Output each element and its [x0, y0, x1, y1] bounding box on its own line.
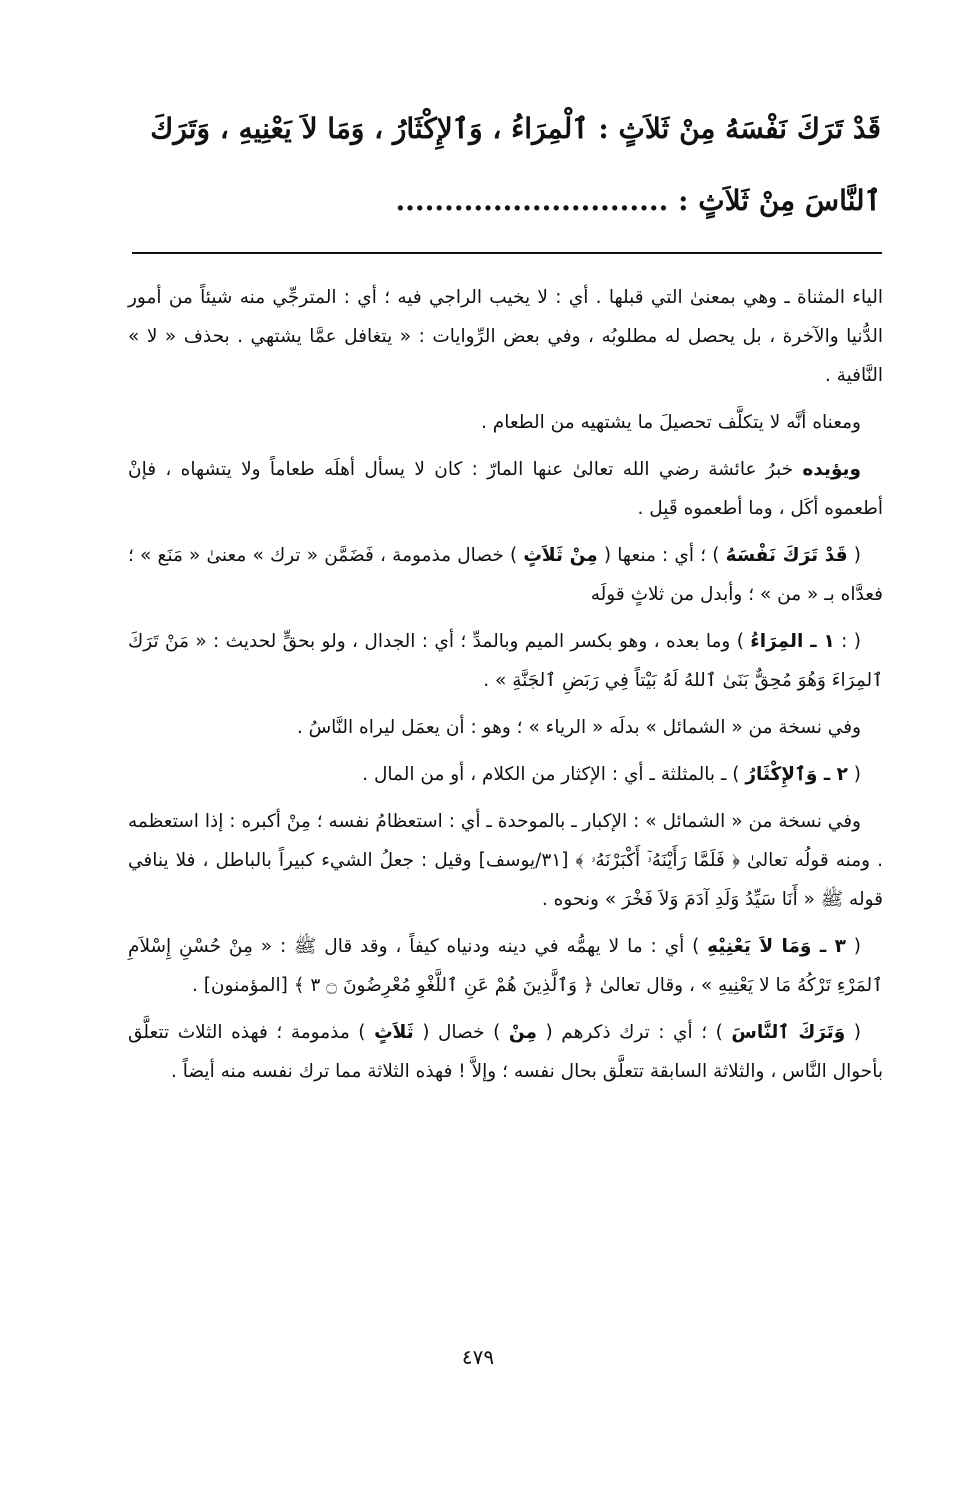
commentary-paragraph-7 [128, 755, 883, 794]
commentary-paragraph-6: وفي نسخة من « الشمائل » بدلَه « الرياء » ؛ وهو : أن يعمَل ليراه النَّاسُ . [296, 717, 861, 738]
commentary-paragraph-8: وفي نسخة من « الشمائل » : الإكبار ـ بالموحدة ـ أي : استعظامُ نفسه ؛ مِنْ أكبره : إذا استعظمه . ومنه قولُه تعالىٰ ﴿ فَلَمَّا رَأَيْنَهُۥٓ أَكْبَرْنَهُۥ ﴾ [٣١/يوسف] وقيل : جعلُ الشيء كبيراً بالباطل ، فلا ينافي قوله ﷺ « أَنَا سَيِّدُ وَلَدِ آدَمَ وَلاَ فَخْرَ » ونحوه . [128, 811, 883, 910]
commentary-paragraph-2: ومعناه أنَّه لا يتكلَّف تحصيلَ ما يشتهيه من الطعام . [481, 412, 861, 433]
emphasis-word: ويؤيده [802, 459, 861, 480]
commentary [128, 278, 883, 1099]
quoted-matn: قَدْ تَرَكَ نَفْسَهُ [725, 545, 848, 566]
main-text-line-2 [128, 165, 881, 237]
commentary-paragraph-5 [128, 622, 883, 700]
commentary-paragraph-3 [128, 450, 883, 528]
quoted-matn: مِنْ ثَلاَثٍ [523, 545, 598, 566]
bracket-open: ( [847, 545, 861, 566]
paragraph-text: ) وما بعده ، وهو بكسر الميم وبالمدِّ ؛ أي : الجدال ، ولو بحقٍّ لحديث : « مَنْ تَرَكَ ٱلمِرَاءَ وَهُوَ مُحِقٌّ بَنَىٰ ٱللهُ لَهُ بَيْتاً فِي رَبَضِ ٱلجَنَّةِ » . [128, 631, 883, 691]
bracket-open: ( [847, 764, 861, 785]
paragraph-text: ) خصال ( [413, 1022, 509, 1043]
main-text [128, 93, 881, 237]
quoted-matn: وَتَرَكَ ٱلنَّاسَ [731, 1022, 846, 1043]
quoted-matn: ٢ ـ وَٱلإِكْثَارُ [745, 764, 848, 785]
commentary-paragraph-9 [128, 927, 883, 1005]
bracket-open: ( : [834, 631, 862, 652]
quoted-matn: ٣ ـ وَمَا لاَ يَعْنِيْهِ [707, 936, 846, 957]
quoted-matn: مِنْ [508, 1022, 537, 1043]
bracket-open: ( [845, 1022, 861, 1043]
paragraph-text: ) مذمومة ؛ فهذه الثلاث تتعلَّق بأحوال النَّاس ، والثلاثة السابقة تتعلَّق بحال نفسه ؛ وإلاَّ ! فهذه الثلاثة مما ترك نفسه منه أيضاً . [128, 1022, 883, 1082]
paragraph-text: ) ـ بالمثلثة ـ أي : الإكثار من الكلام ، أو من المال . [362, 764, 746, 785]
paragraph-text: ) خصال مذمومة ، فَضَمَّن « ترك » معنىٰ « مَنَع » ؛ فعدَّاه بـ « من » ؛ وأبدل من ثلاثٍ قولَه [128, 545, 883, 605]
footnote-divider [132, 252, 882, 254]
paragraph-text: ) ؛ أي : منعها ( [597, 545, 726, 566]
paragraph-text: ) ؛ أي : ترك ذكرهم ( [536, 1022, 732, 1043]
bracket-open: ( [845, 936, 861, 957]
quoted-matn: ١ ـ المِرَاءُ [750, 631, 835, 652]
paragraph-text: خبرُ عائشة رضي الله تعالىٰ عنها المارّ : كان لا يسأل أهلَه طعاماً ولا يتشهاه ، فإنْ أطعموه أكَل ، وما أطعموه قَبِل . [128, 459, 883, 519]
commentary-paragraph-4 [128, 536, 883, 614]
ellipsis-dots: ............................ [395, 184, 669, 217]
quoted-matn: ثَلاَثٍ [374, 1022, 414, 1043]
main-text-line-1: قَدْ تَرَكَ نَفْسَهُ مِنْ ثَلاَثٍ : ٱلْمِرَاءُ ، وَٱلإِكْثَارُ ، وَمَا لاَ يَعْنِيهِ ، وَتَرَكَ [150, 112, 881, 145]
main-text-line-2-text: ٱلنَّاسَ مِنْ ثَلاَثٍ : [678, 184, 881, 217]
commentary-paragraph-1: الياء المثناة ـ وهي بمعنىٰ التي قبلها . أي : لا يخيب الراجي فيه ؛ أي : المترجِّي منه شيئاً من أمور الدُّنيا والآخرة ، بل يحصل له مطلوبُه ، وفي بعض الرِّوايات : « يتغافل عمَّا يشتهي . بحذف « لا » النَّافية . [128, 287, 883, 386]
page-number: ٤٧٩ [461, 1345, 495, 1369]
commentary-paragraph-10 [128, 1013, 883, 1091]
paragraph-text: ) أي : ما لا يهمُّه في دينه ودنياه كيفاً ، وقد قال ﷺ : « مِنْ حُسْنِ إِسْلاَمِ ٱلمَرْءِ تَرْكُهُ مَا لا يَعْنِيهِ » ، وقال تعالىٰ ﴿ وَٱلَّذِينَ هُمْ عَنِ ٱللَّغْوِ مُعْرِضُونَ ۝ ٣ ﴾ [المؤمنون] . [128, 936, 883, 996]
